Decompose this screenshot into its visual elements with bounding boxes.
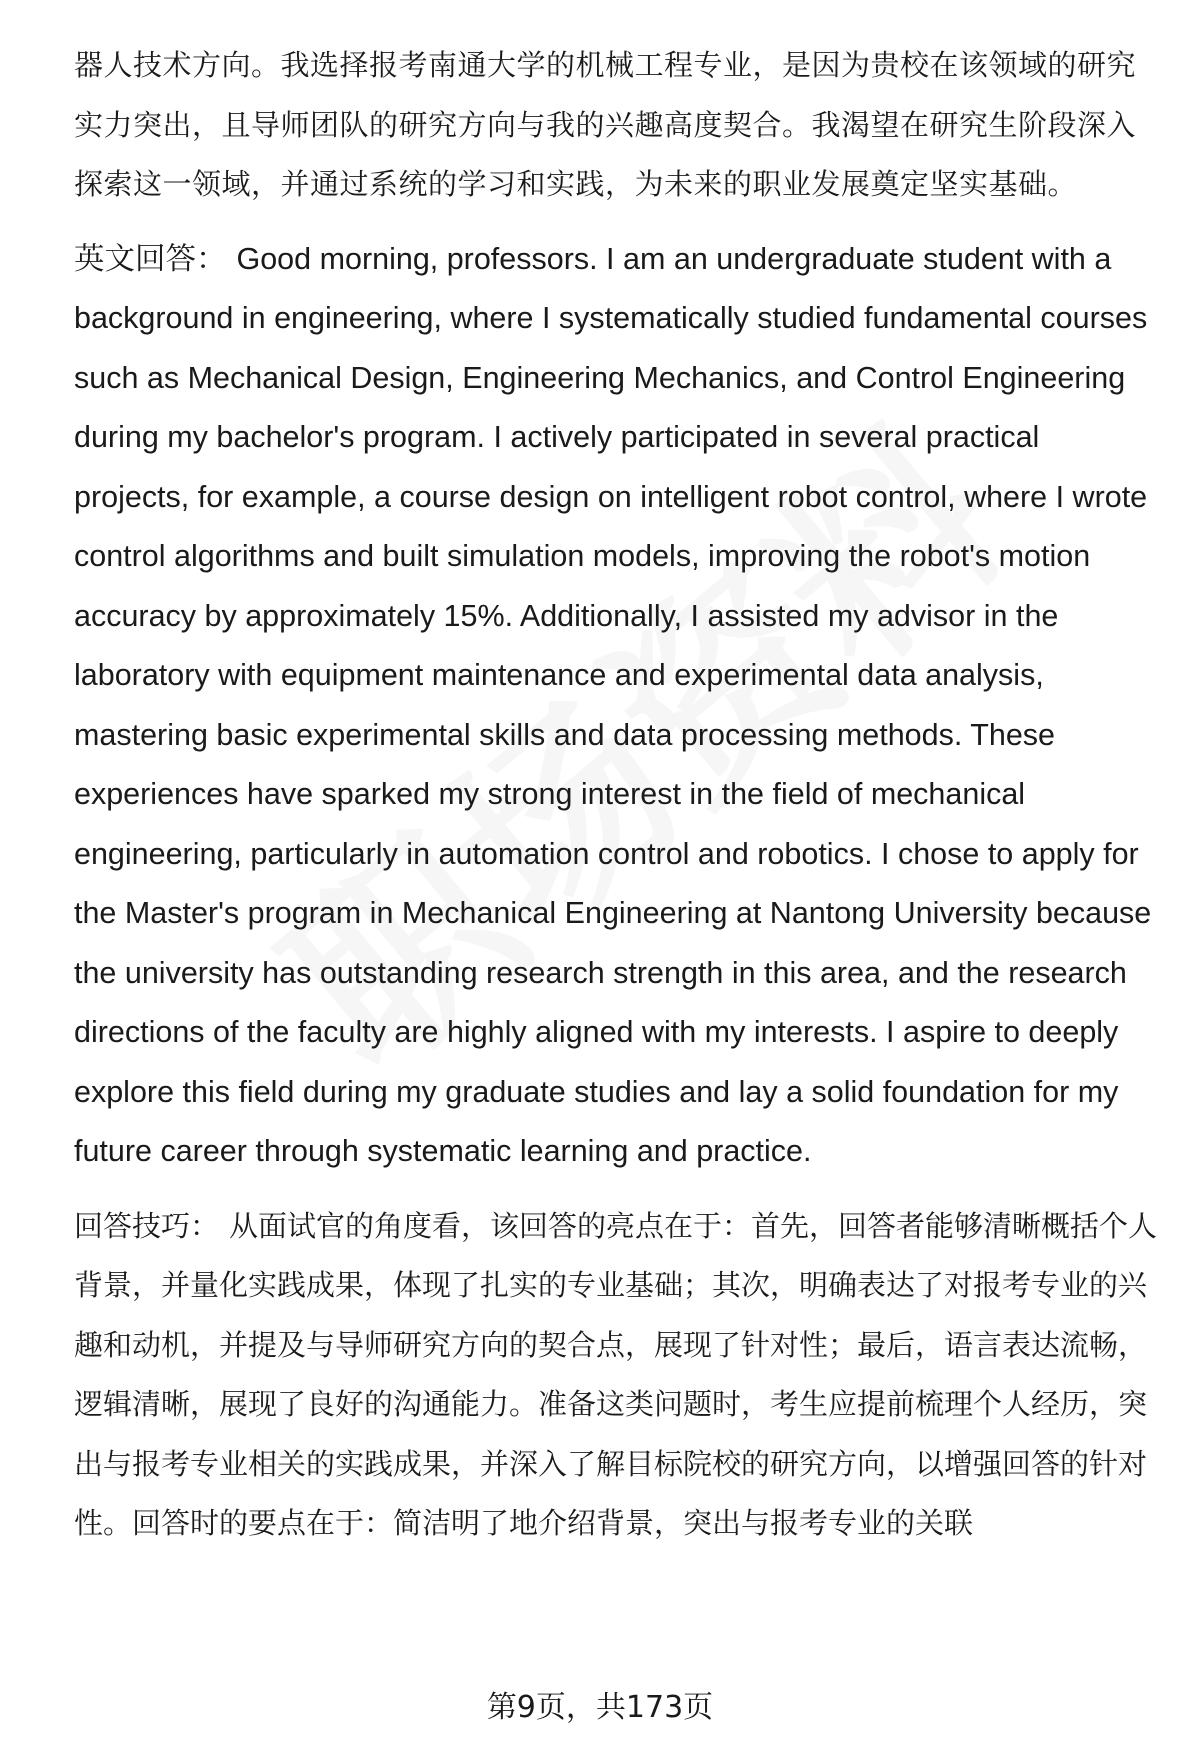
- answer-tips-text: 从面试官的角度看，该回答的亮点在于：首先，回答者能够清晰概括个人背景，并量化实践成果，体现了扎实的专业基础；其次，明确表达了对报考专业的兴趣和动机，并提及与导师研究方向的契合点，展现了针对性；最后，语言表达流畅，逻辑清晰，展现了良好的沟通能力。准备这类问题时，考生应提前梳理个人经历，突出与报考专业相关的实践成果，并深入了解目标院校的研究方向，以增强回答的针对性。回答时的要点在于：简洁明了地介绍背景，突出与报考专业的关联: [74, 1208, 1158, 1540]
- answer-tips-paragraph: [74, 1197, 1160, 1554]
- english-answer-label: 英文回答：: [74, 241, 227, 276]
- page-number-footer: 第9页，共173页: [486, 1690, 714, 1725]
- document-page: [74, 36, 1160, 1554]
- english-answer-text: Good morning, professors. I am an undergraduate student with a background in engineering, where I systematically studied fundamental courses such as Mechanical Design, Engineering Mechanics, and Control Engineering during my bachelor's program. I actively participated in several practical projects, for example, a course design on intelligent robot control, where I wrote control algorithms and built simulation models, improving the robot's motion accuracy by approximately 15%. Additionally, I assisted my advisor in the laboratory with equipment maintenance and experimental data analysis, mastering basic experimental skills and data processing methods. These experiences have sparked my strong interest in the field of mechanical engineering, particularly in automation control and robotics. I chose to apply for the Master's program in Mechanical Engineering at Nantong University because the university has outstanding research strength in this area, and the research directions of the faculty are highly aligned with my interests. I aspire to deeply explore this field during my graduate studies and lay a solid foundation for my future career through systematic learning and practice.: [74, 241, 1152, 1168]
- top-paragraph: 器人技术方向。我选择报考南通大学的机械工程专业，是因为贵校在该领域的研究实力突出，且导师团队的研究方向与我的兴趣高度契合。我渴望在研究生阶段深入探索这一领域，并通过系统的学习和实践，为未来的职业发展奠定坚实基础。: [74, 48, 1137, 201]
- answer-tips-label: 回答技巧：: [74, 1208, 220, 1243]
- english-answer-paragraph: [74, 230, 1160, 1182]
